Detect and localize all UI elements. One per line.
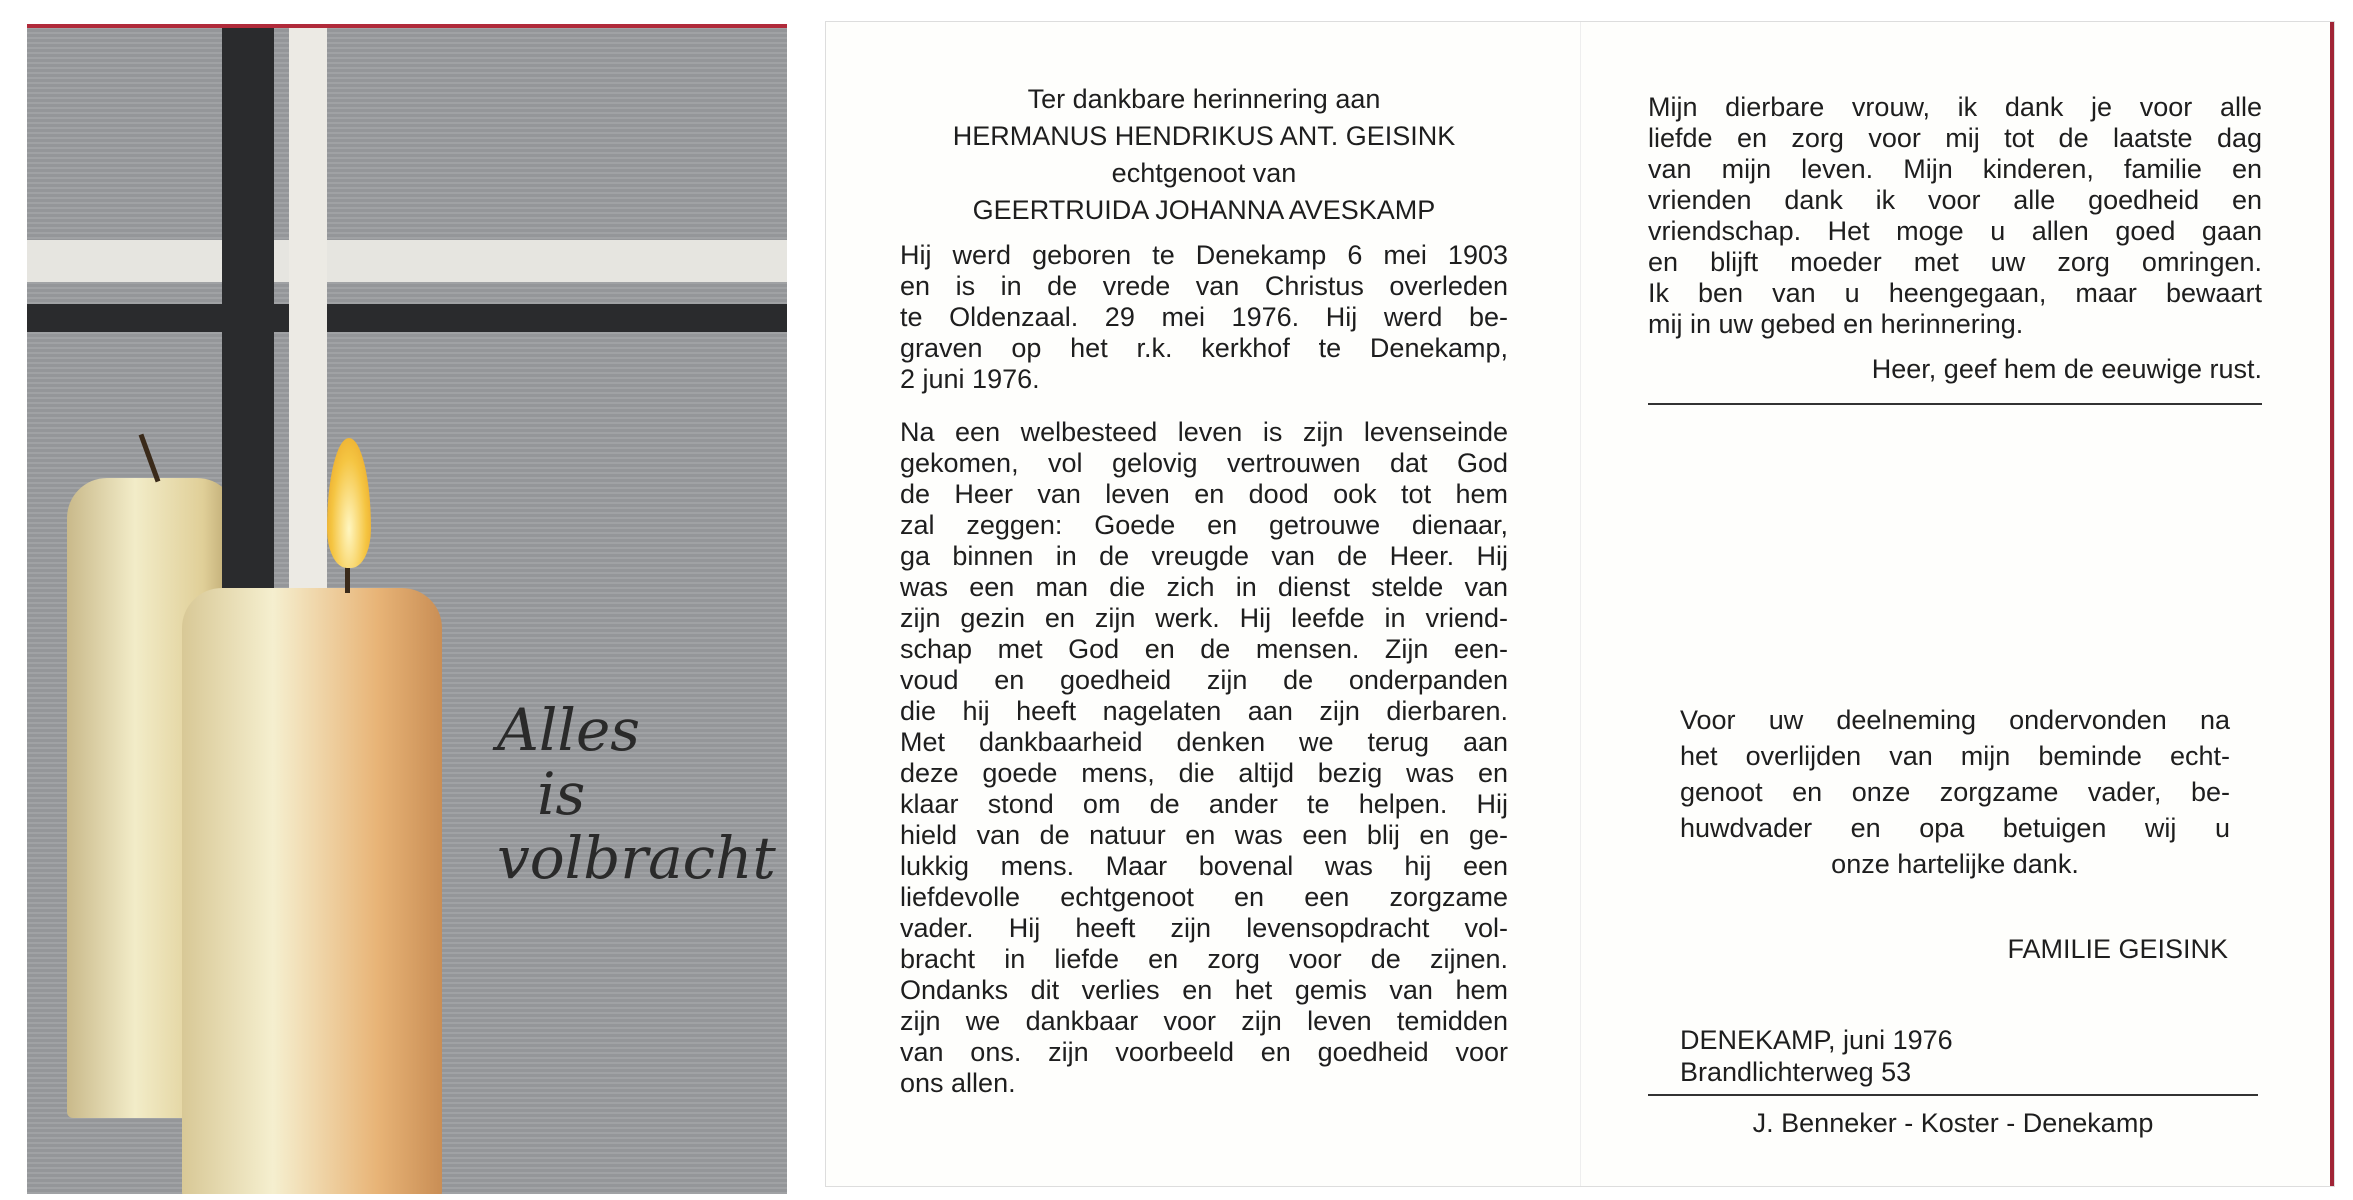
motto-line: Alles — [497, 696, 641, 764]
tribute-line: ga binnen in de vreugde van de Heer. Hij — [900, 541, 1508, 571]
flame-icon — [327, 438, 371, 568]
tribute-line: deze goede mens, die altijd bezig was en — [900, 758, 1508, 788]
place-block — [1680, 1024, 1953, 1088]
right-page-text — [1648, 92, 2262, 423]
signature: FAMILIE GEISINK — [2007, 934, 2228, 964]
tribute-line: Ondanks dit verlies en het gemis van hem — [900, 975, 1508, 1005]
tribute-line: was een man die zich in dienst stelde van — [900, 572, 1508, 602]
tribute-line: hield van de natuur en was een blij en ge- — [900, 820, 1508, 850]
tribute-line: gekomen, vol gelovig vertrouwen dat God — [900, 448, 1508, 478]
farewell-line: en blijft moeder met uw zorg omringen. — [1648, 247, 2262, 277]
left-page-text — [900, 84, 1508, 1099]
farewell-line: Mijn dierbare vrouw, ik dank je voor alle — [1648, 92, 2262, 122]
thanks-line: huwdvader en opa betuigen wij u — [1680, 813, 2230, 843]
bio-line: te Oldenzaal. 29 mei 1976. Hij werd be- — [900, 302, 1508, 332]
tribute-line: Na een welbesteed leven is zijn levenseinde — [900, 417, 1508, 447]
tribute-line: ons allen. — [900, 1068, 1016, 1098]
address: Brandlichterweg 53 — [1680, 1057, 1912, 1087]
motto-line: is — [537, 760, 586, 828]
prayer: Heer, geef hem de eeuwige rust. — [1871, 354, 2262, 384]
thanks-line: onze hartelijke dank. — [1831, 849, 2079, 879]
tribute-line: klaar stond om de ander te helpen. Hij — [900, 789, 1508, 819]
bio-line: graven op het r.k. kerkhof te Denekamp, — [900, 333, 1508, 363]
candle-lit — [182, 588, 442, 1194]
printer-credit: J. Benneker - Koster - Denekamp — [1752, 1108, 2154, 1138]
deceased-name: HERMANUS HENDRIKUS ANT. GEISINK — [952, 121, 1456, 151]
thanks-line: het overlijden van mijn beminde echt- — [1680, 741, 2230, 771]
thanks-line: genoot en onze zorgzame vader, be- — [1680, 777, 2230, 807]
farewell-line: vriendschap. Het moge u allen goed gaan — [1648, 216, 2262, 246]
tribute-line: de Heer van leven en dood ook tot hem — [900, 479, 1508, 509]
motto-line: volbracht — [497, 824, 776, 892]
tribute-line: zijn we dankbaar voor zijn leven temidden — [900, 1006, 1508, 1036]
divider — [1648, 403, 2262, 405]
farewell-line: vrienden dank ik voor alle goedheid en — [1648, 185, 2262, 215]
farewell-line: liefde en zorg voor mij tot de laatste dag — [1648, 123, 2262, 153]
spouse-name: GEERTRUIDA JOHANNA AVESKAMP — [972, 195, 1436, 225]
tribute-line: zijn gezin en zijn werk. Hij leefde in vriend- — [900, 603, 1508, 633]
tribute-line: lukkig mens. Maar bovenal was hij een — [900, 851, 1508, 881]
card-inside — [826, 22, 2334, 1186]
farewell-line: mij in uw gebed en herinnering. — [1648, 309, 2024, 339]
spouse-label: echtgenoot van — [1111, 158, 1297, 188]
motto — [497, 698, 776, 890]
bio-line: 2 juni 1976. — [900, 364, 1040, 394]
intro: Ter dankbare herinnering aan — [1027, 84, 1381, 114]
tribute-line: liefdevolle echtgenoot en een zorgzame — [900, 882, 1508, 912]
fold-line — [1580, 22, 1581, 1186]
thanks-line: Voor uw deelneming ondervonden na — [1680, 705, 2230, 735]
divider — [1648, 1094, 2258, 1096]
tribute-line: Met dankbaarheid denken we terug aan — [900, 727, 1508, 757]
tribute-line: vader. Hij heeft zijn levensopdracht vol- — [900, 913, 1508, 943]
bio-line: en is in de vrede van Christus overleden — [900, 271, 1508, 301]
cross-horizontal-dark — [27, 304, 787, 332]
farewell-line: van mijn leven. Mijn kinderen, familie en — [1648, 154, 2262, 184]
tribute-line: die hij heeft nagelaten aan zijn dierbaren. — [900, 696, 1508, 726]
bio-line: Hij werd geboren te Denekamp 6 mei 1903 — [900, 240, 1508, 270]
tribute-line: van ons. zijn voorbeeld en goedheid voor — [900, 1037, 1508, 1067]
card-front-image — [27, 24, 787, 1194]
farewell-line: Ik ben van u heengegaan, maar bewaart — [1648, 278, 2262, 308]
place-date: DENEKAMP, juni 1976 — [1680, 1025, 1953, 1055]
tribute-line: schap met God en de mensen. Zijn een- — [900, 634, 1508, 664]
tribute-line: bracht in liefde en zorg voor de zijnen. — [900, 944, 1508, 974]
candle-wick — [139, 434, 161, 483]
cross-horizontal-light — [27, 240, 787, 282]
tribute-line: zal zeggen: Goede en getrouwe dienaar, — [900, 510, 1508, 540]
thanks-text — [1680, 702, 2230, 882]
tribute-line: voud en goedheid zijn de onderpanden — [900, 665, 1508, 695]
